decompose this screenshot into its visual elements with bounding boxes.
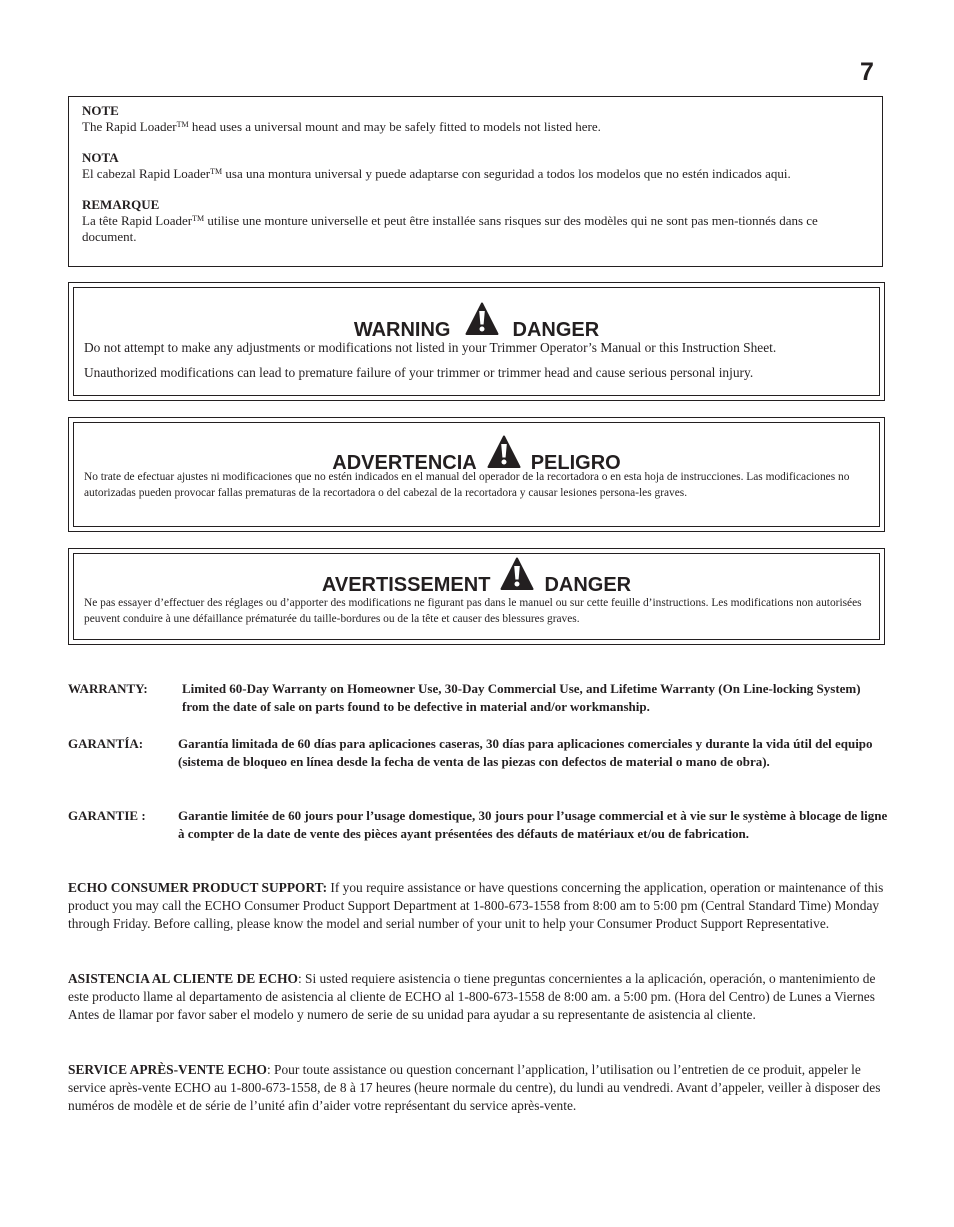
- support-es: [68, 970, 888, 1025]
- warning-text: No trate de efectuar ajustes ni modificaciones que no estén indicados en el manual del operador de la recortadora o en esta hoja de instrucciones. Las modificaciones no autorizadas pueden provocar fallas prematuras de la recortadora o del cabezal de la recortadora y causar lesiones persona-les graves.: [84, 471, 850, 499]
- warning-box-fr: [68, 548, 885, 645]
- note-heading: NOTA: [82, 150, 119, 165]
- support-heading: ECHO CONSUMER PRODUCT SUPPORT:: [68, 880, 328, 895]
- support-fr: [68, 1061, 888, 1116]
- danger-label: PELIGRO: [530, 452, 621, 474]
- warranty-label: GARANTIE :: [68, 808, 146, 823]
- warning-triangle-icon: [500, 557, 534, 597]
- note-text: usa una montura universal y puede adaptarse con seguridad a todos los modelos que no estén indicados aqui.: [222, 166, 791, 181]
- support-heading: ASISTENCIA AL CLIENTE DE ECHO: [68, 971, 298, 986]
- warning-text-line: Do not attempt to make any adjustments or modifications not listed in your Trimmer Operator’s Manual or this Instruction Sheet.: [84, 340, 777, 355]
- warranty-es: [68, 735, 888, 791]
- warranty-fr: [68, 807, 888, 863]
- warning-box-inner: [73, 553, 880, 640]
- note-box: [68, 96, 883, 267]
- note-en: [82, 103, 870, 135]
- warning-triangle-icon: [465, 302, 499, 342]
- note-text: head uses a universal mount and may be safely fitted to models not listed here.: [188, 119, 601, 134]
- warning-text-line: Unauthorized modifications can lead to premature failure of your trimmer or trimmer head and cause serious personal injury.: [84, 365, 754, 380]
- danger-label: DANGER: [544, 574, 632, 596]
- trademark-mark: TM: [176, 120, 189, 129]
- trademark-mark: TM: [210, 167, 223, 176]
- note-text: utilise une monture universelle et peut être installée sans risques sur des modèles qui ne sont pas men-tionnés dans ce document.: [82, 213, 818, 244]
- note-es: [82, 150, 870, 182]
- warranty-label: GARANTÍA:: [68, 736, 144, 751]
- trademark-mark: TM: [192, 214, 205, 223]
- warranty-text: Limited 60-Day Warranty on Homeowner Use, 30-Day Commercial Use, and Lifetime Warranty (On Line-locking System) from the date of sale on parts found to be defective in material and/or workmanship.: [182, 681, 861, 714]
- support-text: : Pour toute assistance ou question concernant l’application, l’utilisation ou l’entretien de ce produit, appeler le service après-vente ECHO au 1-800-673-1558, de 8 à 17 heures (heure normale du centre), du lundi au vendredi. Avant d’appeler, veiller à disposer des numéros de modèle et de série de l’unité afin d’aider votre représentant du service après-vente.: [68, 1062, 881, 1114]
- warning-box-inner: [73, 287, 880, 396]
- note-fr: [82, 197, 870, 245]
- warning-box-inner: [73, 422, 880, 527]
- warranty-label: WARRANTY:: [68, 681, 148, 696]
- warning-label: ADVERTENCIA: [332, 452, 477, 474]
- warranty-en: [68, 680, 888, 720]
- support-text: : Si usted requiere asistencia o tiene preguntas concernientes a la aplicación, operación, o mantenimiento de este producto llame al departamento de asistencia al cliente de ECHO al 1-800-673-1558 de 8:00 am. a 5:00 pm. (Hora del Centro) de Lunes a Viernes Antes de llamar por favor saber el modelo y numero de serie de su unidad para ayudar a su representante de asistencia al cliente.: [68, 971, 876, 1023]
- page-number: 7: [860, 58, 874, 86]
- note-text: The Rapid Loader: [82, 119, 177, 134]
- support-en: [68, 879, 888, 934]
- warning-label: AVERTISSEMENT: [321, 574, 491, 596]
- note-heading: REMARQUE: [82, 197, 160, 212]
- warranty-text: Garantie limitée de 60 jours pour l’usage domestique, 30 jours pour l’usage commercial et à vie sur le système à blocage de ligne à compter de la date de vente des pièces ayant présentées des défauts de matériaux et/ou de fabrication.: [178, 808, 888, 841]
- note-text: El cabezal Rapid Loader: [82, 166, 211, 181]
- warranty-text: Garantía limitada de 60 días para aplicaciones caseras, 30 días para aplicaciones comerciales y durante la vida útil del equipo (sistema de bloqueo en línea desde la fecha de venta de las piezas con defectos de material o mano de obra).: [178, 736, 873, 769]
- support-text: If you require assistance or have questions concerning the application, operation or maintenance of this product you may call the ECHO Consumer Product Support Department at 1-800-673-1558 from 8:00 am to 5:00 pm (Central Standard Time) Monday through Friday. Before calling, please know the model and serial number of your unit to help your Consumer Product Support Representative.: [68, 880, 884, 932]
- warning-label: WARNING: [353, 319, 451, 341]
- warning-header: [74, 557, 879, 597]
- note-heading: NOTE: [82, 103, 119, 118]
- warning-box-en: [68, 282, 885, 401]
- note-text: La tête Rapid Loader: [82, 213, 193, 228]
- warning-header: [74, 302, 879, 342]
- warning-text: Ne pas essayer d’effectuer des réglages ou d’apporter des modifications ne figurant pas dans le manuel ou sur cette feuille d’instructions. Les modifications non autorisées peuvent conduire à une défaillance prématurée du taille-bordures ou de la tête et causer des blessures graves.: [84, 597, 862, 625]
- danger-label: DANGER: [512, 319, 600, 341]
- support-heading: SERVICE APRÈS-VENTE ECHO: [68, 1062, 267, 1077]
- warning-box-es: [68, 417, 885, 532]
